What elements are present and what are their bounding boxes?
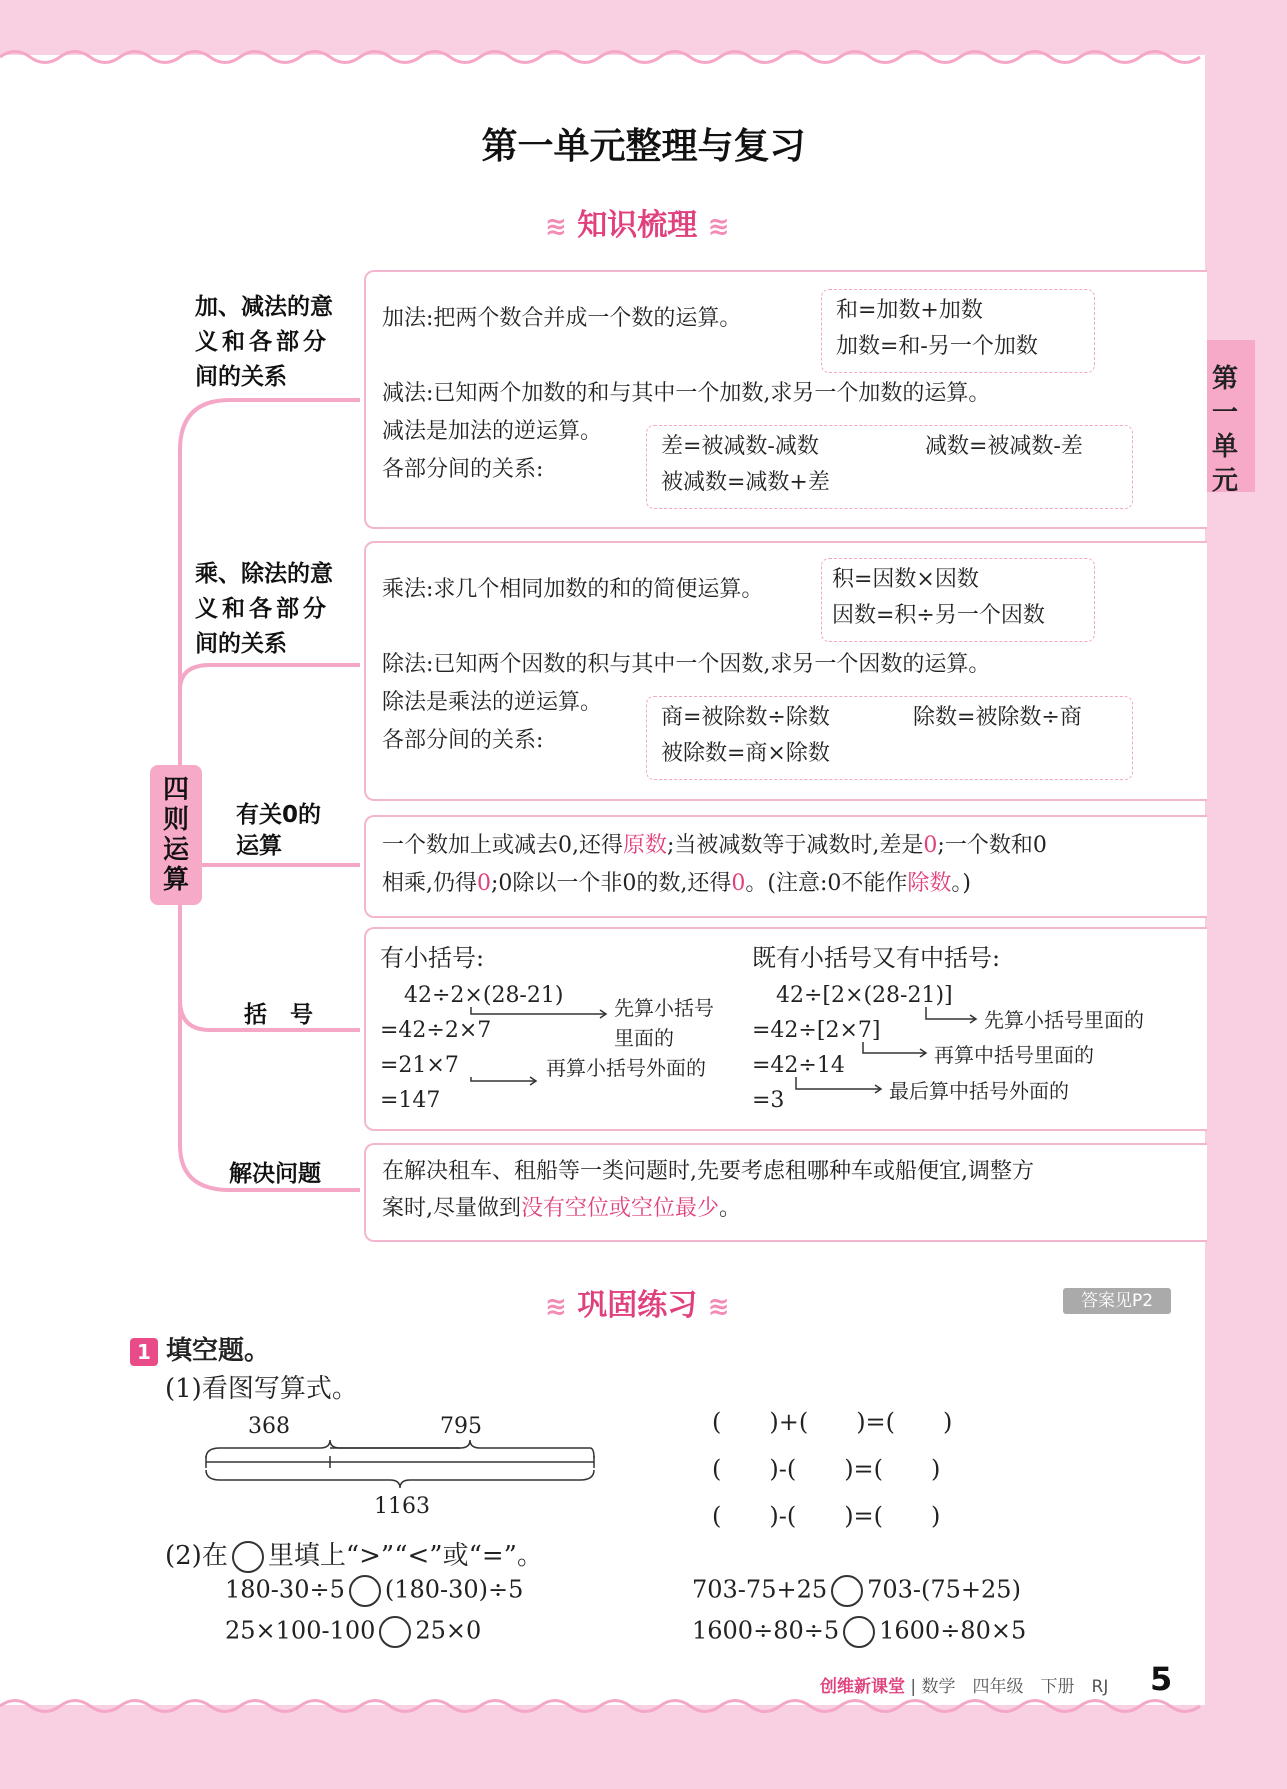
wavy-border-bottom	[0, 1695, 1205, 1717]
text-run: ;0除以一个非0的数,还得	[491, 871, 732, 896]
footer-book-info: 数学 四年级 下册 RJ	[921, 1677, 1109, 1697]
box-mul-div	[364, 541, 1207, 801]
page-number: 5	[1150, 1660, 1173, 1698]
highlight-text: 0	[477, 871, 491, 896]
calc-step: =3	[752, 1088, 785, 1113]
diagram-label-part-a: 368	[248, 1414, 290, 1439]
addition-relations-box	[821, 289, 1095, 373]
unit-side-tab-label: 第一单元	[1211, 364, 1238, 496]
calc-step: =21×7	[380, 1053, 459, 1078]
diagram-label-part-b: 795	[440, 1414, 482, 1439]
compare-right: 703-(75+25)	[867, 1575, 1021, 1604]
branch-label-line: 间的关系	[195, 364, 287, 390]
zero-rule-line-1	[382, 827, 1047, 865]
root-node-label: 四则运算	[162, 775, 189, 895]
compare-left: 703-75+25	[692, 1575, 828, 1604]
compare-item-4	[692, 1616, 1026, 1648]
text-run: 相乘,仍得	[382, 871, 477, 896]
wavy-border-top	[0, 46, 1205, 68]
division-relation: 被除数=商×除数	[661, 741, 830, 766]
branch-label-problem-solving: 解决问题	[229, 1161, 321, 1187]
calc-step: =42÷[2×7]	[752, 1018, 881, 1043]
inverse-operation-note: 减法是加法的逆运算。	[382, 419, 603, 444]
compare-right: (180-30)÷5	[384, 1575, 524, 1604]
multiplication-definition: 乘法:求几个相同加数的和的简便运算。	[382, 577, 764, 602]
text-run: 一个数加上或减去0,还得	[382, 833, 623, 858]
box-brackets	[364, 927, 1207, 1131]
box-problem-solving	[364, 1143, 1207, 1242]
calc-step: =147	[380, 1088, 441, 1113]
division-relations-box	[646, 696, 1133, 780]
branch-label-zero	[236, 800, 321, 862]
diagram-label-total: 1163	[374, 1494, 430, 1519]
branch-label-line: 有关0的	[236, 802, 322, 828]
branch-label-line: 义和各部分	[195, 329, 330, 355]
calc-step: 42÷2×(28-21)	[404, 983, 564, 1008]
highlight-text: 原数	[623, 833, 668, 858]
text-run: (2)在	[165, 1541, 228, 1571]
zero-rule-line-2	[382, 865, 971, 903]
branch-label-line: 义和各部分	[195, 596, 330, 622]
brackets-heading: 有小括号:	[380, 944, 485, 972]
sub-question-2	[165, 1535, 543, 1573]
text-run: 案时,尽量做到	[382, 1196, 521, 1221]
division-relation: 除数=被除数÷商	[913, 705, 1082, 730]
segment-diagram	[200, 1440, 600, 1500]
division-definition: 除法:已知两个因数的积与其中一个因数,求另一个因数的运算。	[382, 652, 991, 677]
step-note: 再算中括号里面的	[934, 1043, 1094, 1067]
sub-question-1: (1)看图写算式。	[165, 1374, 358, 1404]
compare-right: 25×0	[415, 1616, 482, 1645]
box-zero-rules	[364, 815, 1207, 918]
branch-label-line: 间的关系	[195, 631, 287, 657]
compare-left: 25×100-100	[225, 1616, 376, 1645]
step-note: 先算小括号里面的	[984, 1008, 1144, 1032]
highlight-text: 0	[923, 833, 938, 858]
step-note: 再算小括号外面的	[546, 1056, 706, 1080]
relations-label: 各部分间的关系:	[382, 728, 544, 753]
highlight-text: 除数	[907, 871, 952, 896]
root-node-four-operations	[150, 765, 202, 905]
branch-label-brackets: 括 号	[244, 1002, 313, 1028]
question-title: 填空题。	[166, 1336, 271, 1366]
problem-solving-line	[382, 1190, 741, 1228]
addition-relation: 加数=和-另一个加数	[836, 334, 1038, 359]
page-footer	[820, 1672, 1108, 1697]
compare-circle-input[interactable]	[379, 1616, 411, 1648]
step-note: 最后算中括号外面的	[889, 1079, 1069, 1103]
addition-definition: 加法:把两个数合并成一个数的运算。	[382, 306, 742, 331]
footer-separator: |	[910, 1677, 917, 1697]
circle-blank-icon	[232, 1541, 264, 1573]
section-title-text: 巩固练习	[577, 1288, 698, 1323]
branch-label-line: 乘、除法的意	[195, 561, 333, 587]
question-1-header	[130, 1330, 270, 1367]
text-run: 。	[719, 1196, 742, 1221]
multiplication-relation: 积=因数×因数	[832, 567, 979, 592]
branch-label-line: 加、减法的意	[195, 294, 333, 320]
compare-left: 1600÷80÷5	[692, 1616, 840, 1645]
compare-circle-input[interactable]	[349, 1575, 381, 1607]
section-title-text: 知识梳理	[577, 208, 698, 243]
addition-relation: 和=加数+加数	[836, 298, 983, 323]
branch-label-add-sub	[195, 290, 333, 395]
calc-step: =42÷2×7	[380, 1018, 492, 1043]
multiplication-relation: 因数=积÷另一个因数	[832, 603, 1045, 628]
inverse-operation-note: 除法是乘法的逆运算。	[382, 690, 603, 715]
text-run: 里填上“>”“<”或“=”。	[267, 1541, 543, 1571]
compare-circle-input[interactable]	[831, 1575, 863, 1607]
page-title: 第一单元整理与复习	[481, 126, 806, 167]
compare-item-1	[225, 1575, 523, 1607]
subtraction-relation: 被减数=减数+差	[661, 470, 830, 495]
section-title-knowledge	[545, 200, 730, 244]
subtraction-definition: 减法:已知两个加数的和与其中一个加数,求另一个加数的运算。	[382, 381, 991, 406]
division-relation: 商=被除数÷除数	[661, 705, 830, 730]
wave-decor-icon: ≋	[545, 1292, 567, 1322]
problem-solving-line: 在解决租车、租船等一类问题时,先要考虑租哪种车或船便宜,调整方	[382, 1159, 1034, 1184]
highlight-text: 没有空位或空位最少	[521, 1196, 720, 1221]
multiplication-relations-box	[821, 558, 1095, 642]
answer-reference-badge: 答案见P2	[1063, 1288, 1171, 1314]
step-note: 里面的	[614, 1026, 674, 1050]
section-title-practice	[545, 1280, 730, 1324]
text-run: 。(注意:0不能作	[745, 871, 908, 896]
text-run: ;一个数和0	[937, 833, 1047, 858]
wave-decor-icon: ≋	[545, 212, 567, 242]
question-number-badge: 1	[130, 1338, 158, 1366]
fill-equation-1[interactable]: ( )+( )=( )	[712, 1408, 953, 1436]
box-add-sub	[364, 270, 1207, 529]
fill-equation-3[interactable]: ( )-( )=( )	[712, 1502, 941, 1530]
subtraction-relation: 减数=被减数-差	[925, 434, 1083, 459]
branch-label-line: 运算	[236, 833, 282, 859]
subtraction-relation: 差=被减数-减数	[661, 434, 819, 459]
step-note: 先算小括号	[614, 996, 714, 1020]
branch-label-mul-div	[195, 557, 333, 662]
fill-equation-2[interactable]: ( )-( )=( )	[712, 1455, 941, 1483]
compare-item-2	[692, 1575, 1021, 1607]
calc-step: 42÷[2×(28-21)]	[776, 983, 953, 1008]
compare-right: 1600÷80×5	[879, 1616, 1027, 1645]
brackets-heading: 既有小括号又有中括号:	[752, 944, 1001, 972]
compare-circle-input[interactable]	[843, 1616, 875, 1648]
calc-step: =42÷14	[752, 1053, 845, 1078]
subtraction-relations-box	[646, 425, 1133, 509]
wave-decor-icon: ≋	[707, 212, 730, 242]
text-run: ;当被减数等于减数时,差是	[667, 833, 924, 858]
highlight-text: 0	[731, 871, 746, 896]
compare-item-3	[225, 1616, 481, 1648]
wave-decor-icon: ≋	[707, 1292, 730, 1322]
compare-left: 180-30÷5	[225, 1575, 345, 1604]
text-run: 。)	[951, 871, 972, 896]
relations-label: 各部分间的关系:	[382, 457, 544, 482]
footer-brand: 创维新课堂	[820, 1677, 905, 1697]
